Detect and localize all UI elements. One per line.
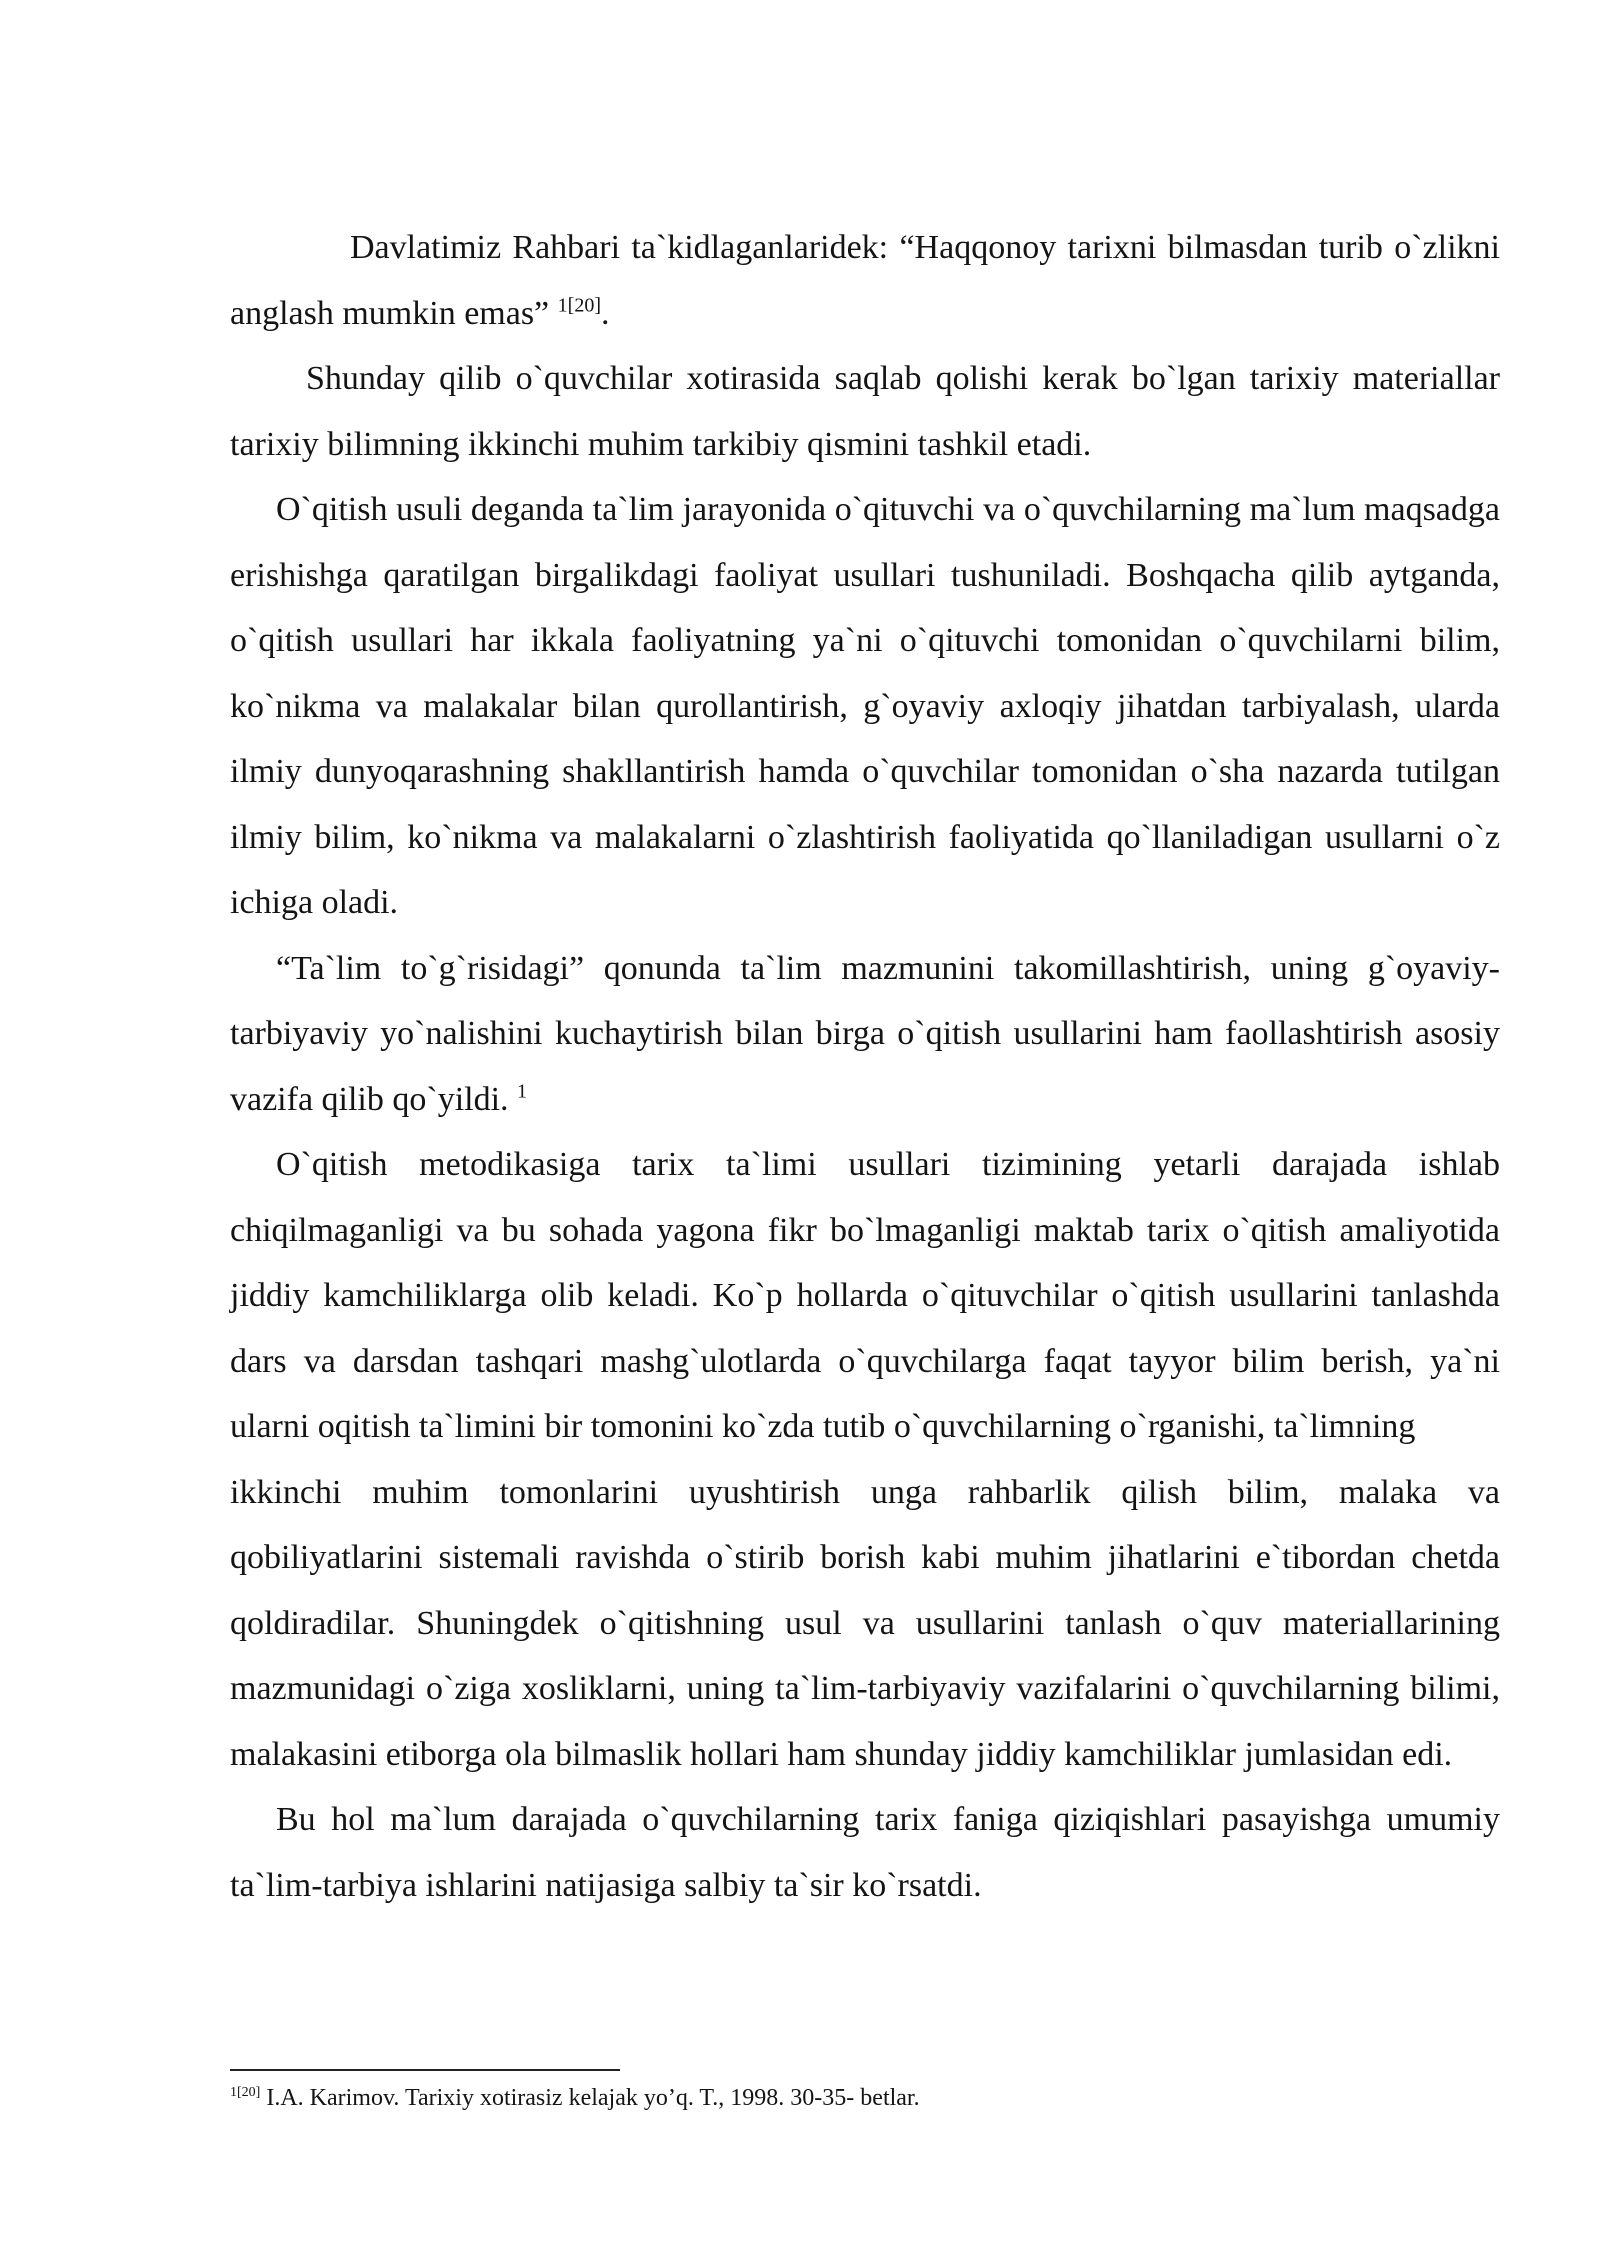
paragraph-7 <box>230 1787 1500 1918</box>
footnote-marker: 1[20] <box>230 2085 261 2100</box>
footnote-reference-2[interactable]: 1 <box>517 1080 528 1103</box>
paragraph-5 <box>230 1132 1500 1460</box>
paragraph-1-tail: . <box>600 294 610 332</box>
footnote-reference[interactable]: 1[20] <box>557 294 601 317</box>
paragraph-2 <box>230 346 1500 477</box>
paragraph-7-text: Bu hol ma`lum darajada o`quvchilarning tarix faniga qiziqishlari pasayishga umumiy ta`lim-tarbiya ishlarini natijasiga salbiy ta`sir ko`rsatdi. <box>230 1801 1500 1904</box>
paragraph-6-text: ikkinchi muhim tomonlarini uyushtirish unga rahbarlik qilish bilim, malaka va qobiliyatlarini sistemali ravishda o`stirib borish kabi muhim jihatlarini e`tibordan chetda qoldiradilar. Shuningdek o`qitishning usul va usullarini tanlash o`quv materiallarining mazmunidagi o`ziga xosliklarni, uning ta`lim-tarbiyaviy vazifalarini o`quvchilarning bilimi, malakasini etiborga ola bilmaslik hollari ham shunday jiddiy kamchiliklar jumlasidan edi. <box>230 1473 1500 1773</box>
paragraph-3 <box>230 477 1500 936</box>
paragraph-4 <box>230 936 1500 1133</box>
paragraph-6 <box>230 1460 1500 1788</box>
paragraph-1-text: Davlatimiz Rahbari ta`kidlaganlaridek: “Haqqonoy tarixni bilmasdan turib o`zlikni anglash mumkin emas” <box>230 229 1500 332</box>
footnote-separator <box>230 2069 620 2071</box>
document-body <box>230 215 1500 1918</box>
paragraph-4-text: “Ta`lim to`g`risidagi” qonunda ta`lim mazmunini takomillashtirish, uning g`oyaviy-tarbiyaviy yo`nalishini kuchaytirish bilan birga o`qitish usullarini ham faollashtirish asosiy vazifa qilib qo`yildi. <box>230 949 1500 1118</box>
paragraph-2-text: Shunday qilib o`quvchilar xotirasida saqlab qolishi kerak bo`lgan tarixiy materiallar tarixiy bilimning ikkinchi muhim tarkibiy qismini tashkil etadi. <box>230 360 1500 463</box>
footnote <box>230 2083 920 2113</box>
footnote-text: I.A. Karimov. Tarixiy xotirasiz kelajak yo’q. T., 1998. 30-35- betlar. <box>260 2085 920 2111</box>
paragraph-1 <box>230 215 1500 346</box>
paragraph-3-text: O`qitish usuli deganda ta`lim jarayonida o`qituvchi va o`quvchilarning ma`lum maqsadga erishishga qaratilgan birgalikdagi faoliyat usullari tushuniladi. Boshqacha qilib aytganda, o`qitish usullari har ikkala faoliyatning ya`ni o`qituvchi tomonidan o`quvchilarni bilim, ko`nikma va malakalar bilan qurollantirish, g`oyaviy axloqiy jihatdan tarbiyalash, ularda ilmiy dunyoqarashning shakllantirish hamda o`quvchilar tomonidan o`sha nazarda tutilgan ilmiy bilim, ko`nikma va malakalarni o`zlashtirish faoliyatida qo`llaniladigan usullarni o`z ichiga oladi. <box>230 491 1500 921</box>
paragraph-5-text: O`qitish metodikasiga tarix ta`limi usullari tizimining yetarli darajada ishlab chiqilmaganligi va bu sohada yagona fikr bo`lmaganligi maktab tarix o`qitish amaliyotida jiddiy kamchiliklarga olib keladi. Ko`p hollarda o`qituvchilar o`qitish usullarini tanlashda dars va darsdan tashqari mashg`ulotlarda o`quvchilarga faqat tayyor bilim berish, ya`ni ularni oqitish ta`limini bir tomonini ko`zda tutib o`quvchilarning o`rganishi, ta`limning <box>230 1146 1500 1445</box>
